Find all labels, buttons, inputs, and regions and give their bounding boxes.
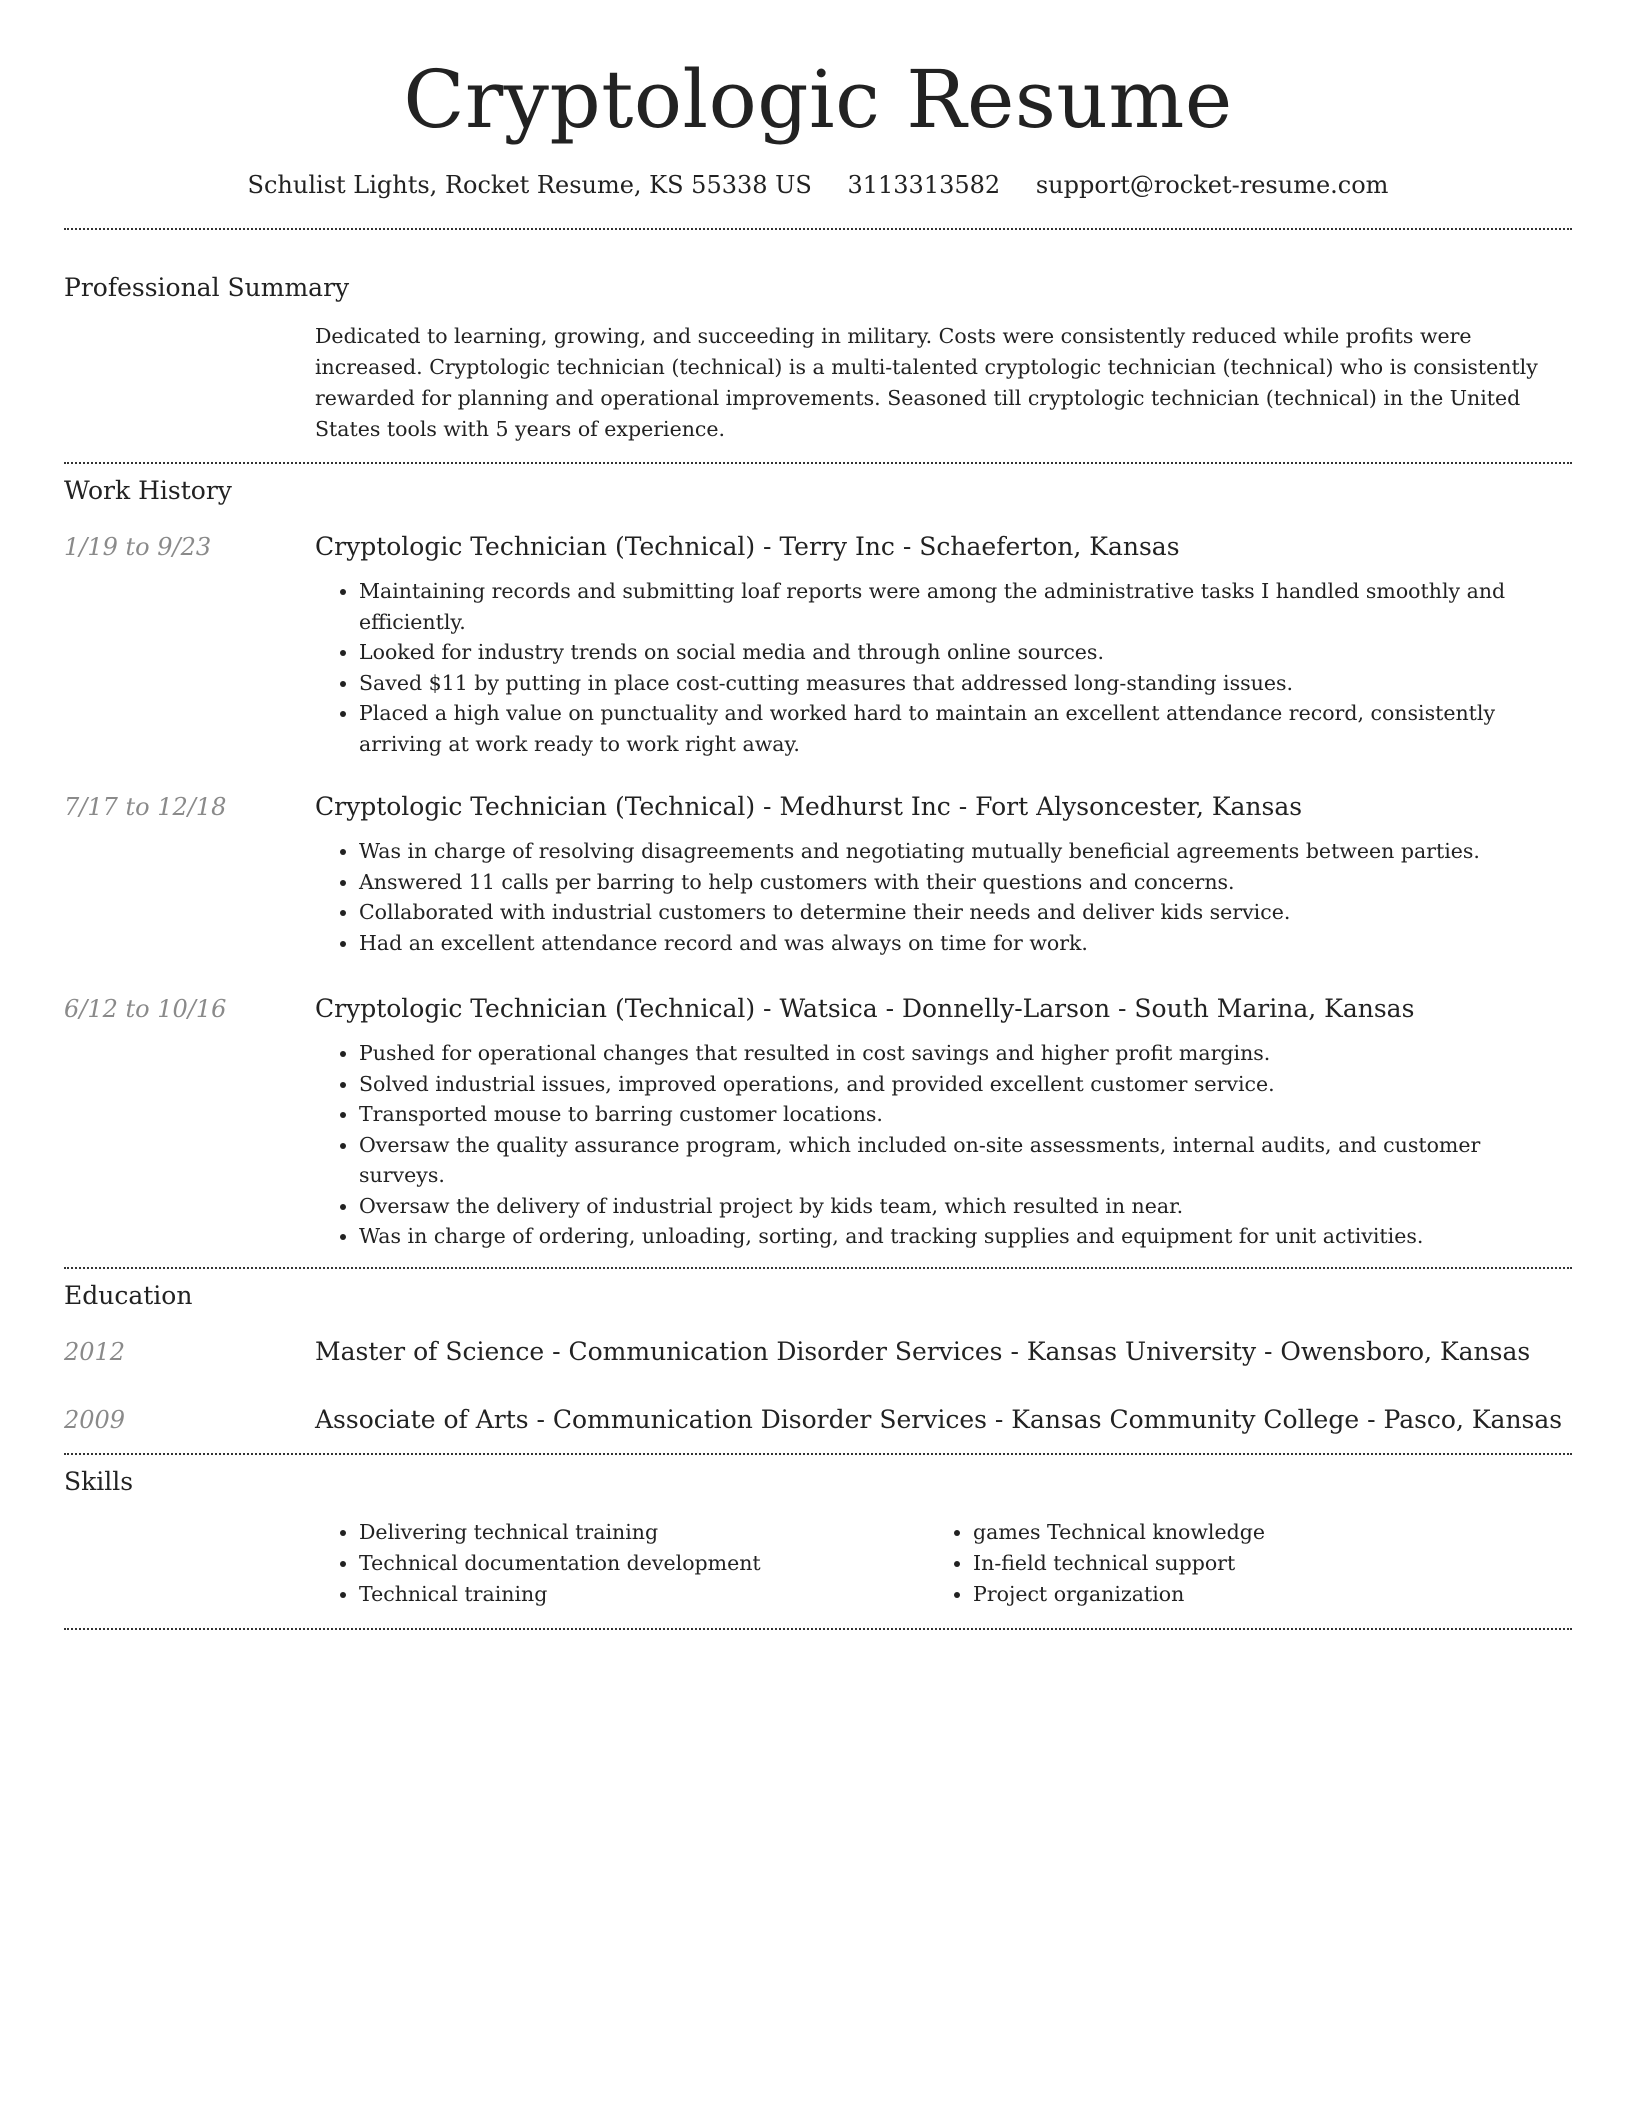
list-item: • Maintaining records and submitting loaf reports were among the administrative tasks I handled smoothly and efficiently. [359,576,1572,637]
list-item: • Transported mouse to barring customer locations. [359,1099,1572,1130]
list-item: • Oversaw the quality assurance program, which included on-site assessments, internal audits, and customer surveys. [359,1130,1572,1191]
education-heading: Education [64,1280,193,1310]
list-item: • Had an excellent attendance record and was always on time for work. [359,928,1572,959]
summary-section [64,271,1572,445]
education-title: Associate of Arts - Communication Disorder Services - Kansas Community College - Pasco, Kansas [315,1404,1563,1434]
list-item: • Answered 11 calls per barring to help customers with their questions and concerns. [359,867,1572,898]
list-item: • Was in charge of resolving disagreements and negotiating mutually beneficial agreements between parties. [359,836,1572,867]
skills-list [315,1517,1572,1610]
contact-line [64,168,1572,202]
summary-heading: Professional Summary [64,273,350,302]
list-item: • Collaborated with industrial customers to determine their needs and deliver kids service. [359,897,1572,928]
list-item: • Looked for industry trends on social media and through online sources. [359,637,1572,668]
contact-address: Schulist Lights, Rocket Resume, KS 55338 US [247,171,812,199]
education-entry [64,1335,1572,1369]
education-year: 2009 [64,1405,126,1434]
resume-name: Cryptologic Resume [403,53,1233,146]
skill-item: • Technical documentation development [359,1548,929,1579]
skill-item: • games Technical knowledge [973,1517,1572,1548]
skill-item: • In-field technical support [973,1548,1572,1579]
skills-column-left [315,1517,929,1610]
contact-phone: 3113313582 [847,171,1001,199]
job-bullets [315,836,1572,958]
list-item: • Was in charge of ordering, unloading, sorting, and tracking supplies and equipment for unit activities. [359,1221,1572,1252]
list-item: • Saved $11 by putting in place cost-cutting measures that addressed long-standing issues. [359,668,1572,699]
skills-section [64,1465,1572,1610]
job-entry [64,790,1572,958]
divider [64,462,1572,464]
job-title: Cryptologic Technician (Technical) - Watsica - Donnelly-Larson - South Marina, Kansas [315,994,1415,1023]
list-item: • Pushed for operational changes that resulted in cost savings and higher profit margins. [359,1038,1572,1069]
job-title: Cryptologic Technician (Technical) - Medhurst Inc - Fort Alysoncester, Kansas [315,792,1303,821]
job-dates: 6/12 to 10/16 [64,995,227,1023]
skill-item: • Project organization [973,1579,1572,1610]
skill-item: • Technical training [359,1579,929,1610]
skills-column-right [929,1517,1572,1610]
education-year: 2012 [64,1337,126,1366]
divider [64,1267,1572,1269]
work-history-heading: Work History [64,476,232,505]
job-dates: 7/17 to 12/18 [64,793,227,821]
contact-email: support@rocket-resume.com [1035,171,1389,199]
job-entry [64,530,1572,759]
job-bullets [315,1038,1572,1252]
job-dates: 1/19 to 9/23 [64,533,212,561]
divider [64,228,1572,230]
education-title: Master of Science - Communication Disorder Services - Kansas University - Owensboro, Kansas [315,1336,1531,1366]
divider [64,1453,1572,1455]
divider [64,1628,1572,1630]
resume-page [64,0,1572,1630]
list-item: • Oversaw the delivery of industrial project by kids team, which resulted in near. [359,1191,1572,1222]
skill-item: • Delivering technical training [359,1517,929,1548]
skills-heading: Skills [64,1466,134,1496]
job-title: Cryptologic Technician (Technical) - Terry Inc - Schaeferton, Kansas [315,532,1180,561]
list-item: • Solved industrial issues, improved operations, and provided excellent customer service. [359,1069,1572,1100]
list-item: • Placed a high value on punctuality and worked hard to maintain an excellent attendance record, consistently arriving at work ready to work right away. [359,698,1572,759]
education-entry [64,1403,1572,1437]
summary-text: Dedicated to learning, growing, and succeeding in military. Costs were consistently reduced while profits were increased. Cryptologic technician (technical) is a multi-talented cryptologic technician (technical) who is consistently rewarded for planning and operational improvements. Seasoned till cryptologic technician (technical) in the United States tools with 5 years of experience. [315,324,1538,441]
job-bullets [315,576,1572,759]
job-entry [64,992,1572,1252]
work-history-section [64,474,1572,1252]
education-section [64,1279,1572,1437]
